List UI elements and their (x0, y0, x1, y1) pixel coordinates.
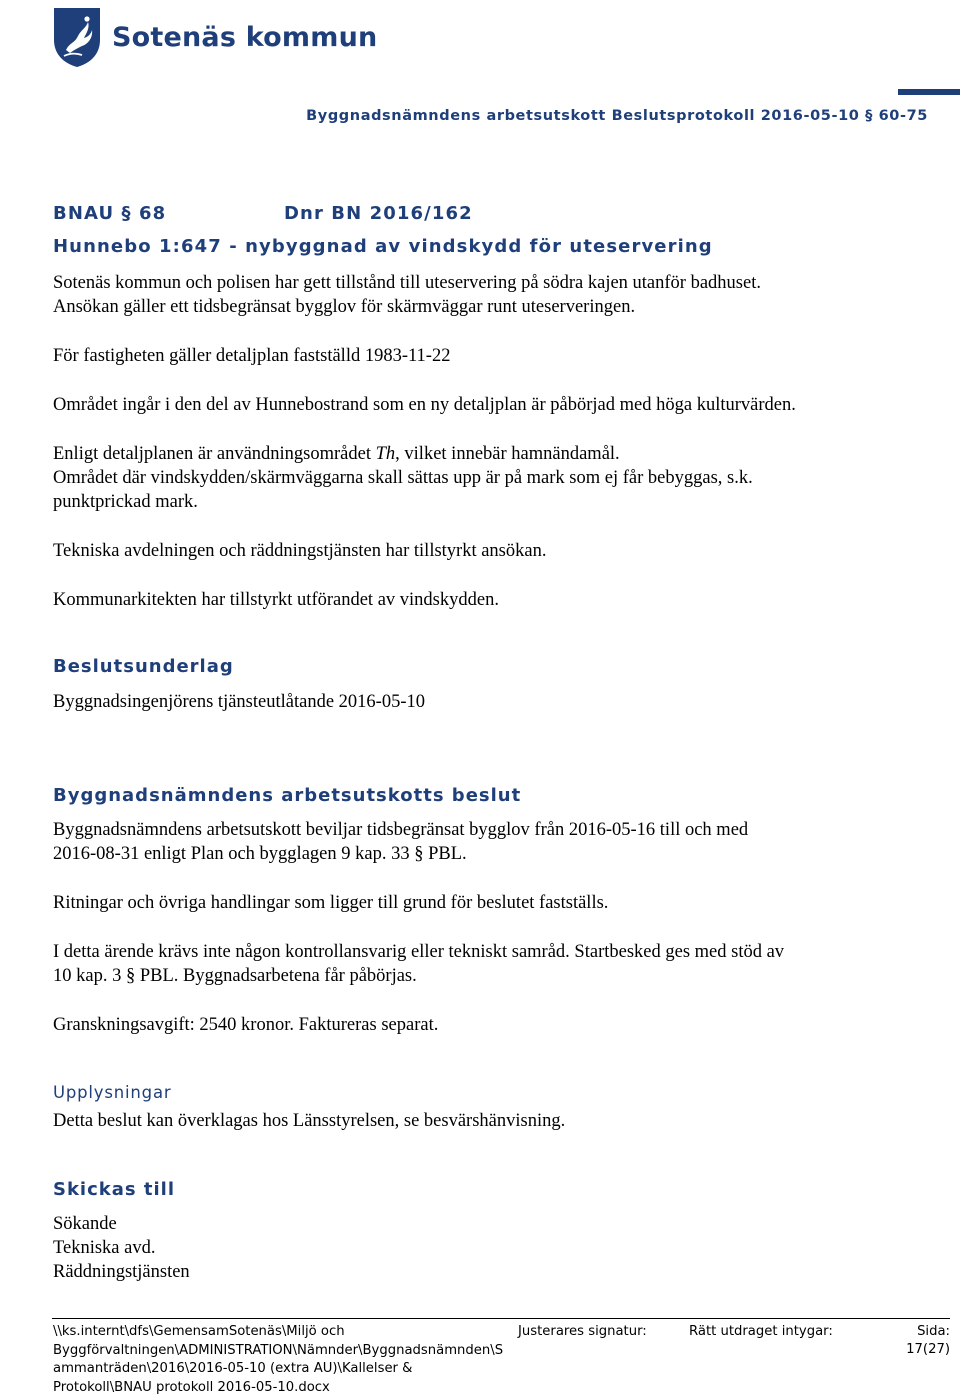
body-paragraph-2: För fastigheten gäller detaljplan fastställd 1983-11-22 (53, 346, 451, 366)
sotenas-logo (52, 4, 377, 70)
case-number: BNAU § 68 (53, 203, 167, 224)
justerares-signatur-label: Justerares signatur: (518, 1324, 647, 1339)
body-paragraph-1-line-1: Sotenäs kommun och polisen har gett tillstånd till uteservering på södra kajen utanför badhuset. (53, 273, 761, 293)
beslut-paragraph-3-line-1: I detta ärende krävs inte någon kontrollansvarig eller tekniskt samråd. Startbesked ges med stöd av (53, 942, 785, 962)
body-paragraph-6: Kommunarkitekten har tillstyrkt utförandet av vindskydden. (53, 590, 499, 610)
footer-path-line: ammanträden\2016\2016-05-10 (extra AU)\Kallelser & (53, 1361, 413, 1377)
footer-path-line: \\ks.internt\dfs\GemensamSotenäs\Miljö och (53, 1324, 345, 1339)
beslutsunderlag-text: Byggnadsingenjörens tjänsteutlåtande 2016-05-10 (53, 692, 425, 712)
page-number: 17(27) (906, 1342, 950, 1357)
upplysningar-heading: Upplysningar (53, 1083, 172, 1102)
zone-code: Th (375, 444, 396, 464)
upplysningar-text: Detta beslut kan överklagas hos Länsstyrelsen, se besvärshänvisning. (53, 1111, 566, 1131)
skickas-till-heading: Skickas till (53, 1179, 175, 1200)
beslut-paragraph-3-line-2: 10 kap. 3 § PBL. Byggnadsarbetena får påbörjas. (53, 966, 417, 986)
case-dnr: Dnr BN 2016/162 (284, 203, 473, 224)
beslut-paragraph-4: Granskningsavgift: 2540 kronor. Faktureras separat. (53, 1015, 439, 1035)
footer-path-line: Byggförvaltningen\ADMINISTRATION\Nämnder\Byggnadsnämnden\S (53, 1342, 504, 1358)
beslut-heading: Byggnadsnämndens arbetsutskotts beslut (53, 785, 522, 806)
recipient-item: Sökande (53, 1214, 117, 1234)
logo-wordmark: Sotenäs kommun (112, 21, 378, 53)
footer-file-path (53, 1323, 503, 1397)
body-paragraph-3: Området ingår i den del av Hunnebostrand som en ny detaljplan är påbörjad med höga kulturvärden. (53, 395, 796, 415)
beslut-paragraph-1-line-1: Byggnadsnämndens arbetsutskott beviljar tidsbegränsat bygglov från 2016-05-16 till och med (53, 820, 749, 840)
body-p4-text-a: Enligt detaljplanen är användningsområdet (53, 444, 376, 464)
header-rule (898, 89, 960, 95)
running-header: Byggnadsnämndens arbetsutskott Beslutsprotokoll 2016-05-10 § 60-75 (306, 108, 928, 124)
recipient-item: Tekniska avd. (53, 1238, 156, 1258)
page-label: Sida: (917, 1324, 950, 1339)
body-paragraph-1-line-2: Ansökan gäller ett tidsbegränsat bygglov för skärmväggar runt uteserveringen. (53, 297, 636, 317)
beslut-paragraph-1-line-2: 2016-08-31 enligt Plan och bygglagen 9 kap. 33 § PBL. (53, 844, 467, 864)
ratt-utdraget-label: Rätt utdraget intygar: (689, 1324, 833, 1339)
footer-path-line: Protokoll\BNAU protokoll 2016-05-10.docx (53, 1379, 330, 1395)
beslutsunderlag-heading: Beslutsunderlag (53, 656, 234, 677)
body-paragraph-4-line-1 (53, 442, 620, 467)
footer-rule (52, 1318, 950, 1319)
case-title: Hunnebo 1:647 - nybyggnad av vindskydd för uteservering (53, 236, 713, 257)
recipient-item: Räddningstjänsten (53, 1262, 190, 1282)
body-paragraph-4-line-3: punktprickad mark. (53, 492, 198, 512)
body-paragraph-4-line-2: Området där vindskydden/skärmväggarna skall sättas upp är på mark som ej får bebyggas, s.k. (53, 468, 753, 488)
body-p4-text-b: , vilket innebär hamnändamål. (395, 444, 620, 464)
body-paragraph-5: Tekniska avdelningen och räddningstjänsten har tillstyrkt ansökan. (53, 541, 547, 561)
coat-of-arms-icon (52, 6, 102, 68)
beslut-paragraph-2: Ritningar och övriga handlingar som ligger till grund för beslutet fastställs. (53, 893, 609, 913)
